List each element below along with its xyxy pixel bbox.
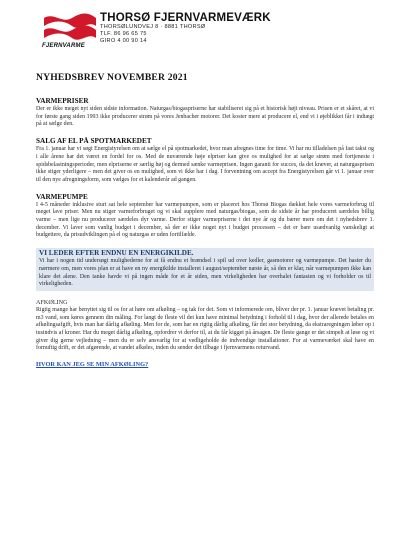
logo-word: FJERNVARME [42, 43, 85, 49]
afkoling-link[interactable]: HVOR KAN JEG SE MIN AFKØLING? [36, 361, 149, 369]
section-body-afkoling: Rigtig mange har benyttet sig til os for at høre om afkøling – og tak for det. Som vi informerede om, bliver der pr. 1. januar krævet betaling pr. m3 vand, som køres gennem din måling. For langt de fleste vil det kun have minimal betydning i forhold til i dag, hvor der allerede betales en afkølingsafgift, hvis man har dårlig afkøling. Men for de, som har en rigtig dårlig afkøling, får det stor betydning, da ekstraregningen løber op i tusindvis af kroner. Har du meget dårlig afkøling, opfordrer vi derfor til, at du får kigget på årsagen. De fleste gange er det simpelt at løse og vi giver dig gerne vejledning – men du er selv ansvarlig for at vedligeholde de indvendige installationer. For at varmeværket skal have en fornuftig drift, er det afgørende, at vandet afkøles, inden du sender det tilbage i fjernvarmens returvand. [36, 306, 374, 352]
logo-wave-bottom [44, 26, 96, 40]
company-address: THORSØLUNDVEJ 8 · 8881 THORSØ [100, 24, 206, 30]
newsletter-content [36, 72, 374, 368]
newsletter-title: NYHEDSBREV NOVEMBER 2021 [36, 72, 188, 83]
section-heading-varmepriser: VARMEPRISER [36, 97, 89, 105]
highlight-heading: VI LEDER EFTER ENDNU EN ENERGIKILDE. [39, 249, 194, 258]
company-giro: GIRO 4 00 90 14 [100, 37, 147, 44]
section-heading-afkoling: AFKØLING [36, 298, 68, 306]
section-body-varmepriser: Der er ikke meget nyt siden sidste information. Naturgas/biogaspriserne har stabiliseret sig på et historisk højt niveau. Prisen er et skåret, at vi for første gang siden 1993 ikke producerer strøm på vores Jenbacher motorer. Det koster mere at producere el, end vi i øjeblikket får i indtægt på at sælge den. [36, 106, 374, 128]
highlight-box [36, 248, 374, 291]
section-body-varmepumpe: I 4-5 måneder inklusive sturt sat hele september har varmepumpen, som er placeret hos Thorsø Biogas dækket hele vores varmeforbrug til meget lave priser. Men nu stiger varmeforbruget og vi skal supplere med naturgas/biogas, som de sidste år har produceret særdeles billig varme – men lige nu producerer særdeles dyr varme. Derfor stiger varmepriserne i det nye år og du bærer mere om det i nyhedsbrev 1. december. Vi laver som vanlig budget i december, så der er ikke noget nyt i budget processen – det er bare usædvanlig vanskeligt at budgettere, da prisudviklingen på el og naturgas er uden fortilfælde. [36, 201, 374, 239]
company-name: THORSØ FJERNVARMEVÆRK [100, 12, 271, 24]
logo-wave-top [44, 14, 96, 28]
section-body-salg-af-el: Fra 1. januar har vi søgt Energistyrelsen om at sælge el på spotmarkedet, hvor man afregnes time for time. Vi har nu tilladelsen på fast takst og i alle årene har det været en fordel for os. Med de nuværende høje elpriser kan give os mulighed for at sælge strøm med fortjeneste i spidsbelastningsperioder, men elpriserne er særlig høj og dermed sænke varmeprisen. Ingen garanti for succes, da det kræver, at naturgasprisen ikke stiger yderligere – men det giver os en mulighed, som vi ikke har i dag. I forventning om accept fra Energistyrelsen går vi 1. januar over til den nye afregningsform, som vælges for et kalenderår ad gangen. [36, 146, 374, 183]
company-info [100, 12, 271, 44]
section-heading-varmepumpe: VARMEPUMPE [36, 192, 88, 201]
section-heading-salg-af-el: SALG AF EL PÅ SPOTMARKEDET [36, 137, 152, 146]
company-phone: TLF. 86 96 65 75 [100, 30, 147, 37]
highlight-body: Vi har i nogen tid undersøgt mulighederne for at få endnu et brændsel i spil ud over kedler, gasmotorer og varmepumpe. Det haster du nærmere om, men vores plan er at have en ny energikilde installeret i august/september næste år, så den er klar, når varmepumpen ikke kan klare det alene. Den tanke havde vi på ingen måde for et år siden, men virkeligheden har overhalet fantasien og vi forholder os til virkeligheden. [39, 258, 371, 288]
